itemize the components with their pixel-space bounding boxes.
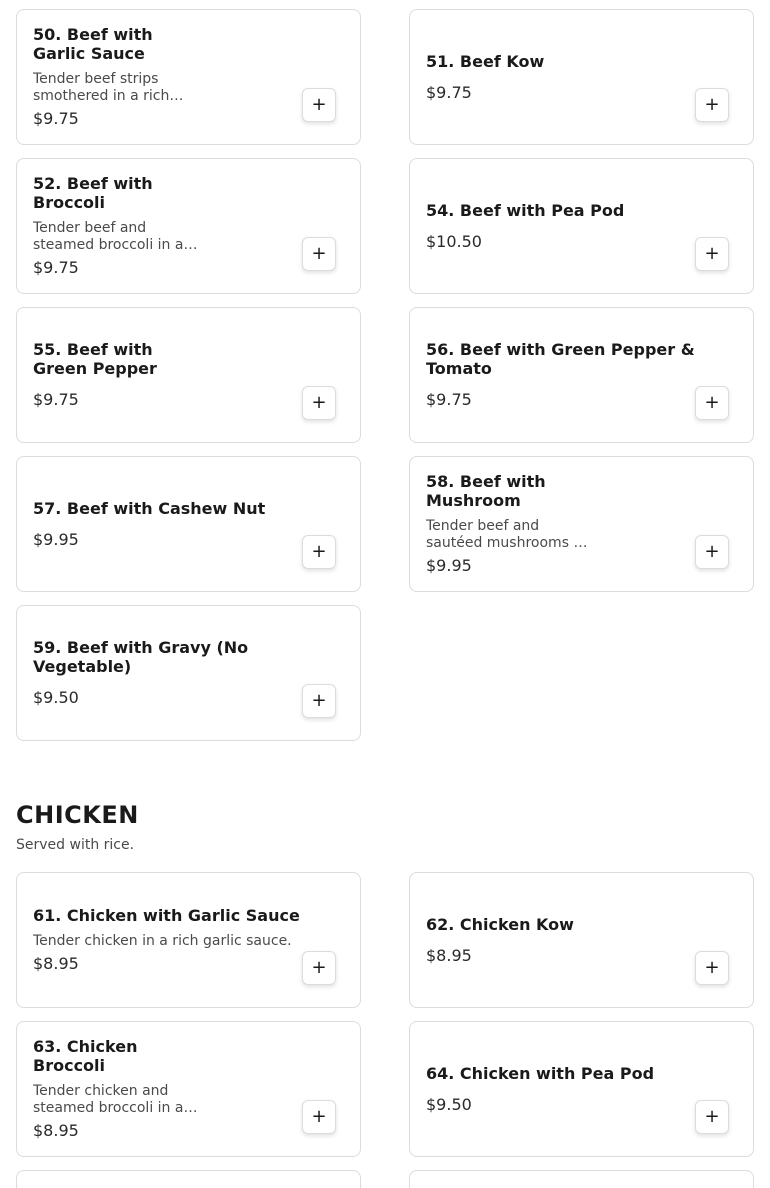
menu-item-price: $8.95 bbox=[33, 954, 79, 973]
add-to-cart-button[interactable] bbox=[302, 386, 336, 420]
add-to-cart-button[interactable] bbox=[695, 1100, 729, 1134]
section-title: CHICKEN bbox=[16, 801, 139, 829]
plus-icon: + bbox=[311, 243, 327, 264]
menu-item-name: 59. Beef with Gravy (No Vegetable) bbox=[33, 638, 249, 676]
menu-item-card[interactable] bbox=[16, 1170, 361, 1188]
menu-item-card[interactable] bbox=[16, 9, 361, 145]
menu-item-info bbox=[426, 1022, 701, 1156]
menu-item-description: Tender chicken and steamed broccoli in a bbox=[33, 1083, 184, 1116]
menu-item-info bbox=[426, 10, 701, 144]
menu-item-price: $10.50 bbox=[426, 231, 482, 251]
menu-item-price: $9.50 bbox=[33, 688, 79, 707]
menu-item-card[interactable] bbox=[16, 456, 361, 592]
menu-item-card[interactable] bbox=[16, 158, 361, 294]
add-to-cart-button[interactable] bbox=[695, 951, 729, 985]
chicken-items-grid bbox=[16, 872, 754, 1188]
menu-item-card[interactable] bbox=[409, 456, 754, 592]
menu-item-info bbox=[426, 308, 701, 442]
add-to-cart-button[interactable] bbox=[302, 684, 336, 718]
add-to-cart-button[interactable] bbox=[695, 237, 729, 271]
menu-item-card[interactable] bbox=[409, 158, 754, 294]
menu-item-card[interactable] bbox=[16, 872, 361, 1008]
menu-item-description: Tender beef and sautéed mushrooms in bbox=[426, 518, 587, 551]
add-to-cart-button[interactable] bbox=[302, 1100, 336, 1134]
plus-icon: + bbox=[311, 541, 327, 562]
add-to-cart-button[interactable] bbox=[695, 535, 729, 569]
menu-item-name: 64. Chicken with Pea Pod bbox=[426, 1063, 655, 1083]
menu-item-info bbox=[33, 606, 308, 740]
plus-icon: + bbox=[704, 94, 720, 115]
menu-item-name: 50. Beef with Garlic Sauce bbox=[33, 25, 153, 63]
plus-icon: + bbox=[311, 392, 327, 413]
beef-items-grid bbox=[16, 9, 754, 741]
menu-item-card[interactable] bbox=[16, 307, 361, 443]
menu-item-info bbox=[33, 873, 308, 1007]
menu-item-price: $9.50 bbox=[426, 1094, 472, 1114]
add-to-cart-button[interactable] bbox=[302, 88, 336, 122]
menu-item-info bbox=[33, 308, 198, 442]
menu-item-card[interactable] bbox=[409, 307, 754, 443]
add-to-cart-button[interactable] bbox=[302, 951, 336, 985]
plus-icon: + bbox=[704, 243, 720, 264]
menu-item-name: 51. Beef Kow bbox=[426, 51, 545, 71]
menu-item-price: $9.75 bbox=[426, 390, 472, 409]
menu-item-info bbox=[426, 159, 701, 293]
menu-item-price: $9.75 bbox=[426, 82, 472, 102]
menu-item-card[interactable] bbox=[409, 9, 754, 145]
menu-item-name: 63. Chicken Broccoli bbox=[33, 1037, 138, 1075]
menu-item-name: 62. Chicken Kow bbox=[426, 914, 574, 934]
plus-icon: + bbox=[311, 94, 327, 115]
menu-item-name: 57. Beef with Cashew Nut bbox=[33, 498, 266, 518]
menu-item-name: 56. Beef with Green Pepper & Tomato bbox=[426, 340, 695, 378]
add-to-cart-button[interactable] bbox=[695, 88, 729, 122]
section-subtitle: Served with rice. bbox=[16, 837, 135, 853]
menu-item-description: Tender chicken in a rich garlic sauce. bbox=[33, 933, 292, 949]
menu-item-price: $9.75 bbox=[33, 109, 79, 128]
menu-item-description: Tender beef and steamed broccoli in a bbox=[33, 220, 184, 253]
menu-item-price: $9.75 bbox=[33, 390, 79, 409]
menu-item-name: 58. Beef with Mushroom bbox=[426, 472, 546, 510]
plus-icon: + bbox=[311, 957, 327, 978]
menu-item-info bbox=[426, 457, 591, 591]
plus-icon: + bbox=[311, 1106, 327, 1127]
add-to-cart-button[interactable] bbox=[302, 535, 336, 569]
plus-icon: + bbox=[704, 957, 720, 978]
plus-icon: + bbox=[704, 541, 720, 562]
menu-item-price: $8.95 bbox=[426, 945, 472, 965]
menu-item-name: 55. Beef with Green Pepper bbox=[33, 340, 157, 378]
plus-icon: + bbox=[704, 392, 720, 413]
menu-item-description: Tender beef strips smothered in a rich bbox=[33, 71, 170, 104]
menu-item-name: 61. Chicken with Garlic Sauce bbox=[33, 906, 300, 925]
menu-item-card[interactable] bbox=[16, 1021, 361, 1157]
plus-icon: + bbox=[311, 690, 327, 711]
menu-item-info bbox=[33, 10, 198, 144]
menu-item-price: $9.75 bbox=[33, 258, 79, 277]
plus-icon: + bbox=[704, 1106, 720, 1127]
add-to-cart-button[interactable] bbox=[695, 386, 729, 420]
menu-item-price: $8.95 bbox=[33, 1121, 79, 1140]
menu-item-card[interactable] bbox=[409, 1170, 754, 1188]
menu-item-info bbox=[426, 873, 701, 1007]
menu-item-info bbox=[33, 457, 308, 591]
menu-item-info bbox=[33, 159, 198, 293]
menu-item-card[interactable] bbox=[409, 872, 754, 1008]
menu-item-price: $9.95 bbox=[426, 556, 472, 575]
menu-item-name: 52. Beef with Broccoli bbox=[33, 174, 153, 212]
add-to-cart-button[interactable] bbox=[302, 237, 336, 271]
chicken-section-header bbox=[16, 800, 754, 854]
menu-item-card[interactable] bbox=[409, 1021, 754, 1157]
menu-item-price: $9.95 bbox=[33, 529, 79, 549]
menu-item-name: 54. Beef with Pea Pod bbox=[426, 200, 625, 220]
menu-item-info bbox=[33, 1022, 198, 1156]
menu-item-card[interactable] bbox=[16, 605, 361, 741]
